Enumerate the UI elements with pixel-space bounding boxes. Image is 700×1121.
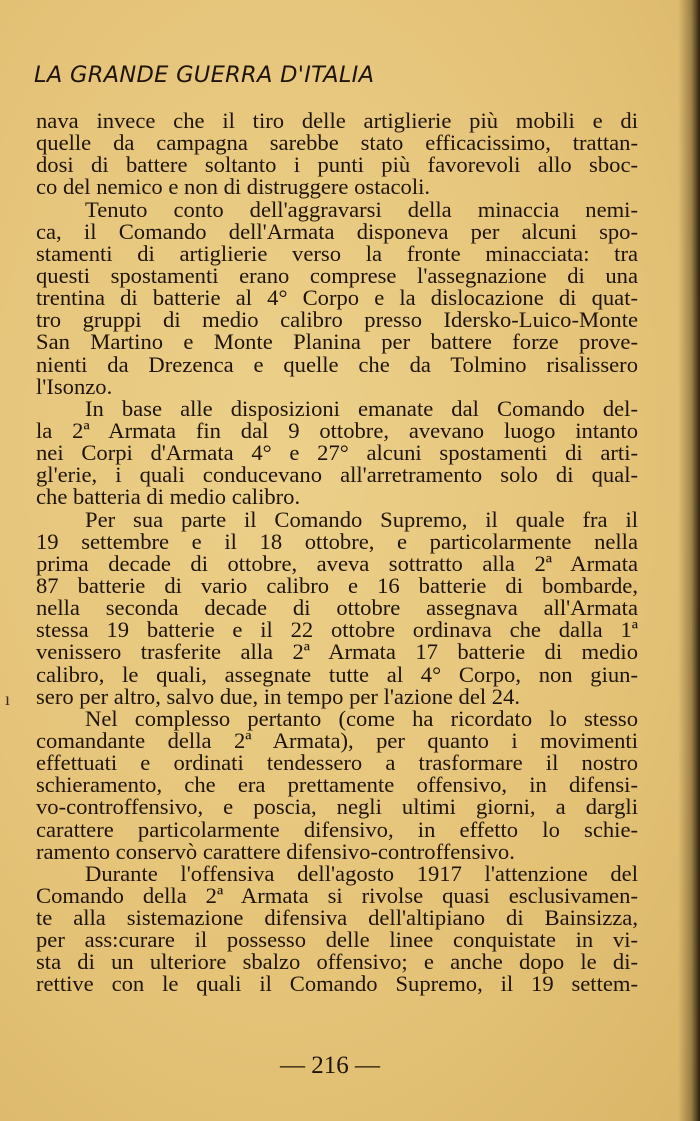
margin-mark: ı (5, 689, 11, 709)
text-line: venissero trasferite alla 2ª Armata 17 batterie di medio (36, 639, 638, 665)
text-line: te alla sistemazione difensiva dell'altipiano di Bainsizza, (36, 905, 638, 931)
text-line: co del nemico e non di distruggere ostacoli. (36, 174, 431, 200)
text-line: sta di un ulteriore sbalzo offensivo; e anche dopo le di- (36, 949, 638, 975)
text-line: nei Corpi d'Armata 4° e 27° alcuni spostamenti di arti- (36, 440, 638, 466)
text-line: dosi di battere soltanto i punti più favorevoli allo sboc- (36, 152, 638, 178)
text-line: trentina di batterie al 4° Corpo e la dislocazione di quat- (36, 285, 638, 311)
text-line: tro gruppi di medio calibro presso Idersko-Luico-Monte (36, 307, 638, 333)
text-line: In base alle disposizioni emanate dal Comando del- (85, 395, 638, 421)
text-line: Tenuto conto dell'aggravarsi della minaccia nemi- (85, 196, 638, 222)
text-line: nienti da Drezenca e quelle che da Tolmino risalissero (36, 351, 638, 377)
text-line: che batteria di medio calibro. (36, 484, 301, 510)
text-line: calibro, le quali, assegnate tutte al 4° Corpo, non giun- (36, 661, 638, 687)
text-line: vo-controffensivo, e poscia, negli ultimi giorni, a dargli (36, 794, 638, 820)
text-line: carattere particolarmente difensivo, in effetto lo schie- (36, 816, 638, 842)
text-line: 19 settembre e il 18 ottobre, e particolarmente nella (36, 528, 638, 554)
text-line: prima decade di ottobre, aveva sottratto alla 2ª Armata (36, 550, 638, 576)
text-line: nava invece che il tiro delle artiglierie più mobili e di (36, 108, 638, 133)
text-line: per ass:curare il possesso delle linee conquistate in vi- (36, 927, 638, 953)
text-line: ca, il Comando dell'Armata disponeva per alcuni spo- (36, 218, 638, 244)
text-line: San Martino e Monte Planina per battere forze prove- (36, 329, 638, 355)
text-line: rettive con le quali il Comando Supremo, il 19 settem- (36, 971, 638, 997)
text-line: Durante l'offensiva dell'agosto 1917 l'attenzione del (85, 860, 638, 886)
text-line: gl'erie, i quali conducevano all'arretramento solo di qual- (36, 462, 638, 488)
text-line: ramento conservò carattere difensivo-controffensivo. (36, 838, 515, 864)
text-line: questi spostamenti erano comprese l'assegnazione di una (36, 262, 638, 288)
running-head: LA GRANDE GUERRA D'ITALIA (34, 62, 375, 88)
text-line: comandante della 2ª Armata), per quanto i movimenti (36, 727, 638, 753)
text-line: Per sua parte il Comando Supremo, il quale fra il (85, 506, 638, 532)
page-edge-shadow (678, 0, 700, 1121)
body-text (36, 110, 638, 996)
text-line: nella seconda decade di ottobre assegnava all'Armata (36, 595, 638, 621)
text-line: 87 batterie di vario calibro e 16 batterie di bombarde, (36, 572, 638, 598)
text-line: Comando della 2ª Armata si rivolse quasi esclusivamen- (36, 882, 638, 908)
text-line: stessa 19 batterie e il 22 ottobre ordinava che dalla 1ª (36, 617, 638, 643)
text-line: effettuati e ordinati tendessero a trasformare il nostro (36, 750, 638, 776)
text-line: stamenti di artiglierie verso la fronte minacciata: tra (36, 240, 638, 266)
text-line: la 2ª Armata fin dal 9 ottobre, avevano luogo intanto (36, 417, 638, 443)
text-line: sero per altro, salvo due, in tempo per l'azione del 24. (36, 683, 521, 709)
text-line: l'Isonzo. (36, 373, 113, 399)
page-number: — 216 — (280, 1052, 380, 1079)
text-line: Nel complesso pertanto (come ha ricordato lo stesso (85, 705, 638, 731)
text-line: schieramento, che era prettamente offensivo, in difensi- (36, 772, 638, 798)
text-line: quelle da campagna sarebbe stato efficacissimo, trattan- (36, 130, 638, 156)
